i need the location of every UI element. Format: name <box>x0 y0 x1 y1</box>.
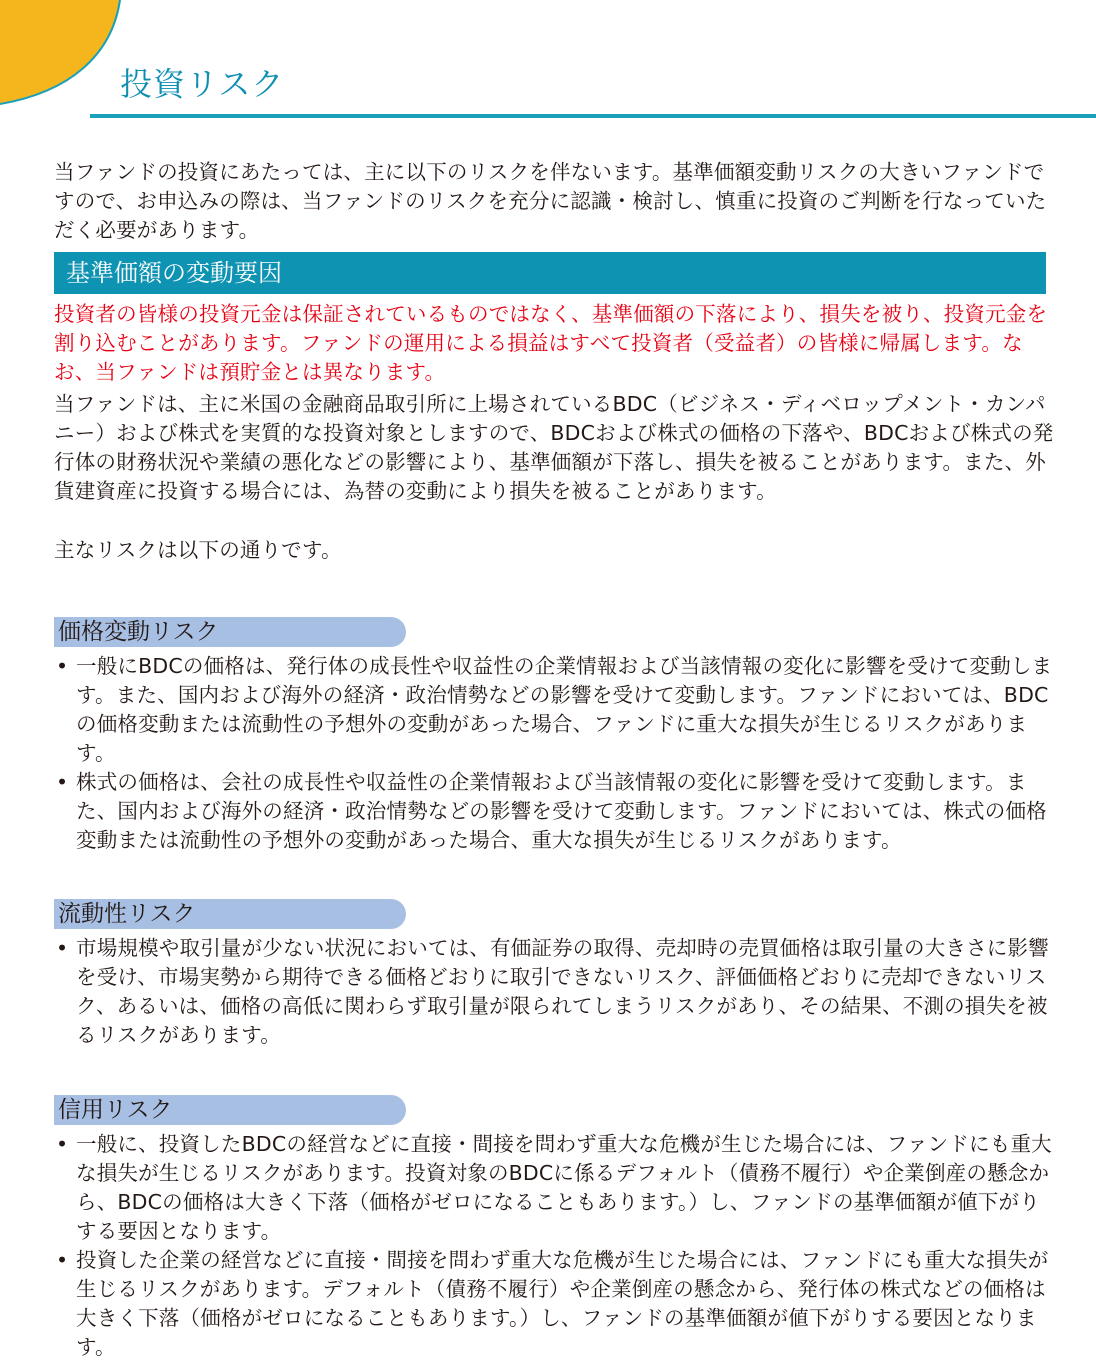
title-divider <box>90 114 1096 118</box>
bullet-icon: • <box>56 654 69 678</box>
risk-heading-liquidity: 流動性リスク <box>54 899 406 929</box>
section-banner: 基準価額の変動要因 <box>54 252 1046 294</box>
list-item-text: 投資した企業の経営などに直接・間接を問わず重大な危機が生じた場合には、ファンドにも重大な損失が生じるリスクがあります。デフォルト（債務不履行）や企業倒産の懸念から、発行体の株式などの価格は大きく下落（価格がゼロになることもあります。）し、ファンドの基準価額が値下がりする要因となります。 <box>76 1248 1049 1359</box>
bullet-icon: • <box>56 1248 69 1272</box>
risk-list-credit <box>54 1130 1054 1362</box>
list-item-text: 一般に、投資したBDCの経営などに直接・間接を問わず重大な危機が生じた場合には、ファンドにも重大な損失が生じるリスクがあります。投資対象のBDCに係るデフォルト（債務不履行）や企業倒産の懸念から、BDCの価格は大きく下落（価格がゼロになることもあります。）し、ファンドの基準価額が値下がりする要因となります。 <box>76 1132 1052 1243</box>
list-item-text: 一般にBDCの価格は、発行体の成長性や収益性の企業情報および当該情報の変化に影響を受けて変動します。また、国内および海外の経済・政治情勢などの影響を受けて変動します。ファンドにおいては、BDCの価格変動または流動性の予想外の変動があった場合、ファンドに重大な損失が生じるリスクがあります。 <box>76 654 1053 765</box>
list-item-text: 市場規模や取引量が少ない状況においては、有価証券の取得、売却時の売買価格は取引量の大きさに影響を受け、市場実勢から期待できる価格どおりに取引できないリスク、評価価格どおりに売却できないリスク、あるいは、価格の高低に関わらず取引量が限られてしまうリスクがあり、その結果、不測の損失を被るリスクがあります。 <box>76 936 1049 1047</box>
risk-heading-credit: 信用リスク <box>54 1095 406 1125</box>
intro-paragraph: 当ファンドの投資にあたっては、主に以下のリスクを伴ないます。基準価額変動リスクの大きいファンドですので、お申込みの際は、当ファンドのリスクを充分に認識・検討し、慎重に投資のご判断を行なっていただく必要があります。 <box>54 160 1047 242</box>
list-item <box>54 768 1054 855</box>
list-item <box>54 1246 1054 1362</box>
risk-list-price <box>54 652 1054 855</box>
bullet-icon: • <box>56 1132 69 1156</box>
warning-paragraph: 投資者の皆様の投資元金は保証されているものではなく、基準価額の下落により、損失を被り、投資元金を割り込むことがあります。ファンドの運用による損益はすべて投資者（受益者）の皆様に帰属します。なお、当ファンドは預貯金とは異なります。 <box>54 302 1048 384</box>
page-title: 投資リスク <box>120 65 285 103</box>
list-item <box>54 934 1054 1050</box>
risk-heading-price: 価格変動リスク <box>54 617 406 647</box>
risk-list-liquidity <box>54 934 1054 1050</box>
corner-arc-decoration <box>0 0 130 110</box>
list-item <box>54 652 1054 768</box>
bullet-icon: • <box>56 770 69 794</box>
list-item-text: 株式の価格は、会社の成長性や収益性の企業情報および当該情報の変化に影響を受けて変動します。また、国内および海外の経済・政治情勢などの影響を受けて変動します。ファンドにおいては、株式の価格変動または流動性の予想外の変動があった場合、重大な損失が生じるリスクがあります。 <box>76 770 1047 852</box>
lead-text: 主なリスクは以下の通りです。 <box>54 538 342 562</box>
bullet-icon: • <box>56 936 69 960</box>
body-paragraph: 当ファンドは、主に米国の金融商品取引所に上場されているBDC（ビジネス・ディベロップメント・カンパニー）および株式を実質的な投資対象としますので、BDCおよび株式の価格の下落や、BDCおよび株式の発行体の財務状況や業績の悪化などの影響により、基準価額が下落し、損失を被ることがあります。また、外貨建資産に投資する場合には、為替の変動により損失を被ることがあります。 <box>54 392 1054 503</box>
list-item <box>54 1130 1054 1246</box>
